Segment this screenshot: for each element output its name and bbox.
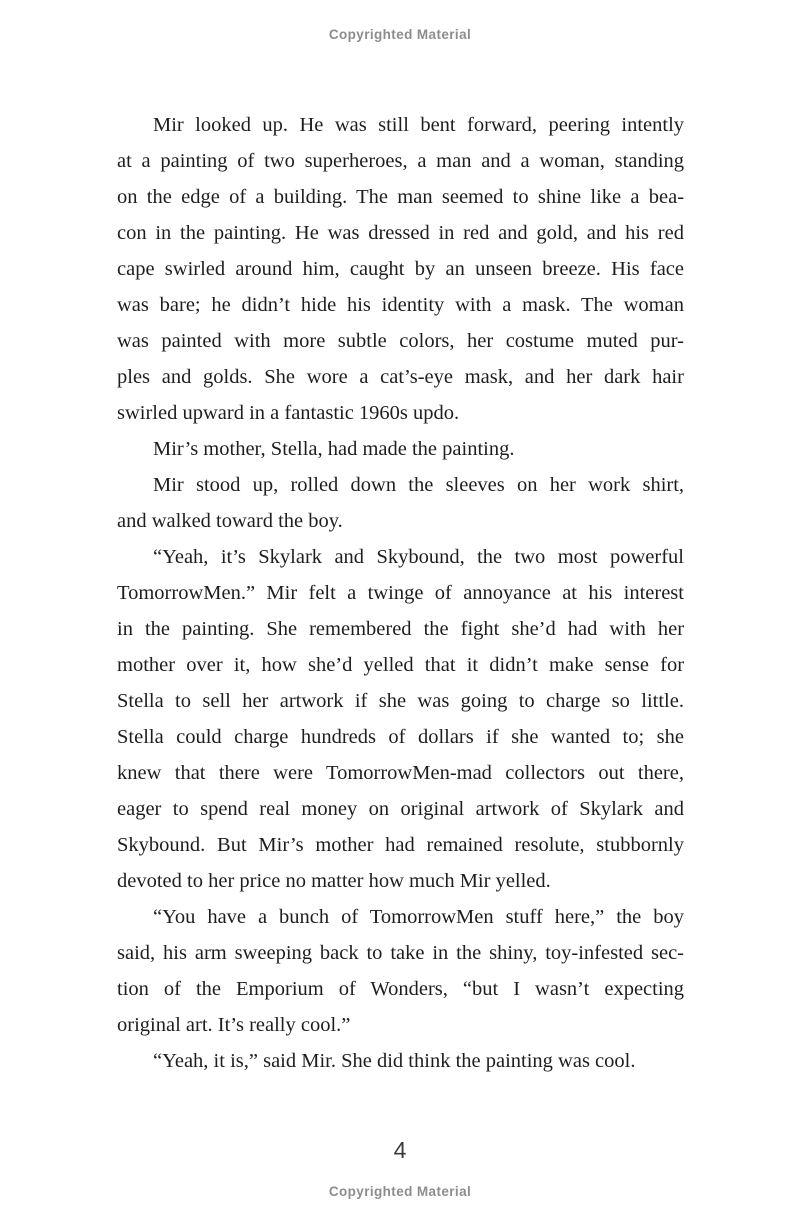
text-line: “Yeah, it is,” said Mir. She did think the painting was cool. bbox=[153, 1050, 636, 1072]
text-line: on the edge of a building. The man seemed to shine like a bea- bbox=[117, 186, 685, 208]
text-line: at a painting of two superheroes, a man and a woman, standing bbox=[117, 150, 685, 172]
text-line: Skybound. But Mir’s mother had remained resolute, stubbornly bbox=[117, 834, 685, 856]
copyright-notice-top: Copyrighted Material bbox=[328, 27, 472, 42]
text-line: Stella to sell her artwork if she was going to charge so little. bbox=[117, 690, 684, 712]
text-line: mother over it, how she’d yelled that it didn’t make sense for bbox=[117, 654, 685, 676]
text-line: TomorrowMen.” Mir felt a twinge of annoyance at his interest bbox=[117, 582, 684, 604]
copyright-notice-bottom: Copyrighted Material bbox=[328, 1184, 472, 1199]
text-line: knew that there were TomorrowMen-mad collectors out there, bbox=[117, 762, 684, 784]
text-line: tion of the Emporium of Wonders, “but I wasn’t expecting bbox=[117, 978, 685, 1000]
text-line: “Yeah, it’s Skylark and Skybound, the two most powerful bbox=[153, 546, 684, 568]
text-line: ples and golds. She wore a cat’s-eye mask, and her dark hair bbox=[117, 366, 684, 388]
text-line: devoted to her price no matter how much Mir yelled. bbox=[117, 870, 551, 892]
text-line: original art. It’s really cool.” bbox=[117, 1014, 351, 1036]
text-line: in the painting. She remembered the fight she’d had with her bbox=[117, 618, 685, 640]
text-line: said, his arm sweeping back to take in the shiny, toy-infested sec- bbox=[117, 942, 685, 964]
text-line: Mir looked up. He was still bent forward, peering intently bbox=[153, 114, 685, 136]
text-line: swirled upward in a fantastic 1960s updo. bbox=[117, 402, 460, 424]
text-line: was bare; he didn’t hide his identity with a mask. The woman bbox=[117, 294, 684, 316]
text-line: “You have a bunch of TomorrowMen stuff here,” the boy bbox=[153, 906, 684, 928]
text-line: and walked toward the boy. bbox=[117, 510, 343, 532]
page-number: 4 bbox=[393, 1137, 407, 1163]
body-text bbox=[117, 107, 684, 1079]
text-line: Mir’s mother, Stella, had made the painting. bbox=[153, 438, 515, 460]
text-line: Mir stood up, rolled down the sleeves on her work shirt, bbox=[153, 474, 685, 496]
text-line: eager to spend real money on original artwork of Skylark and bbox=[117, 798, 684, 820]
text-line: cape swirled around him, caught by an unseen breeze. His face bbox=[117, 258, 685, 280]
text-line: Stella could charge hundreds of dollars if she wanted to; she bbox=[117, 726, 684, 748]
text-line: con in the painting. He was dressed in red and gold, and his red bbox=[117, 222, 684, 244]
text-line: was painted with more subtle colors, her costume muted pur- bbox=[117, 330, 684, 352]
